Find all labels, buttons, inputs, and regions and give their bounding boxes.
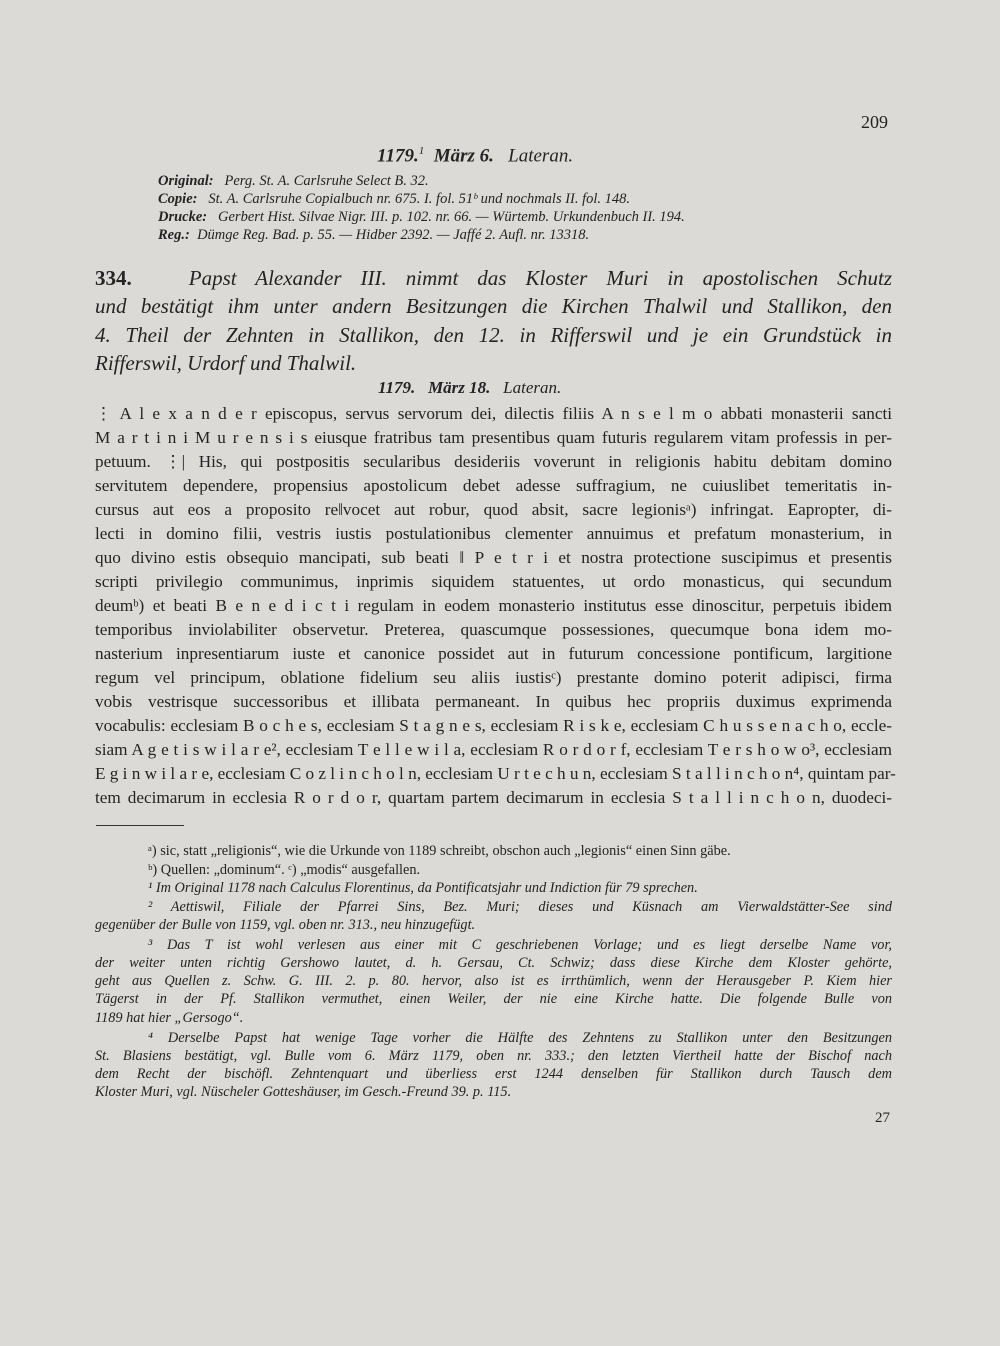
text-line: M a r t i n i M u r e n s i s eiusque fratribus tam presentibus quam futuris regularem vitam professis in per-: [95, 428, 892, 447]
footnote-divider: [96, 825, 184, 826]
text-line: nasterium inpresentiarum iuste et canonice possidet aut in futurum concessione pontificum, largitione: [95, 644, 892, 663]
meta-text: Dümge Reg. Bad. p. 55. — Hidber 2392. — Jaffé 2. Aufl. nr. 13318.: [197, 227, 590, 243]
text-line: servitutem dependere, propensius apostolicum debet adesse suffragium, ne cuiuslibet temeritatis in-: [95, 476, 892, 495]
meta-label: Reg.:: [158, 227, 190, 243]
footnote-line: St. Blasiens bestätigt, vgl. Bulle vom 6. März 1179, oben nr. 333.; den letzten Viertheil hatte der Bischof nach: [95, 1048, 892, 1064]
text-line: deumᵇ) et beati B e n e d i c t i regulam in eodem monasterio institutus esse dinoscitur, perpetuis ibidem: [95, 596, 892, 615]
doc334-heading-line: Rifferswil, Urdorf und Thalwil.: [95, 351, 357, 375]
footnote-line: ² Aettiswil, Filiale der Pfarrei Sins, Bez. Muri; dieses und Küsnach am Vierwaldstätter-See sind: [148, 899, 892, 915]
footnote-line: ᵇ) Quellen: „dominum“. ᶜ) „modis“ ausgefallen.: [148, 862, 421, 878]
meta-text: Gerbert Hist. Silvae Nigr. III. p. 102. nr. 66. — Würtemb. Urkundenbuch II. 194.: [218, 209, 685, 225]
meta-line: [158, 191, 630, 208]
meta-text: St. A. Carlsruhe Copialbuch nr. 675. I. fol. 51ᵇ und nochmals II. fol. 148.: [208, 191, 631, 207]
footnote-line: ᵃ) sic, statt „religionis“, wie die Urkunde von 1189 schreibt, obschon auch „legionis“ einen Sinn gäbe.: [148, 843, 731, 859]
footnote-line: ⁴ Derselbe Papst hat wenige Tage vorher die Hälfte des Zehntens zu Stallikon unter den Besitzungen: [148, 1030, 892, 1046]
doc333-footnote-ref: 1: [418, 145, 425, 157]
meta-label: Copie:: [158, 191, 198, 207]
doc333-month: März 6.: [433, 145, 494, 167]
text-line: scripti privilegio communimus, inprimis siquidem statuentes, ut ordo monasticus, qui secundum: [95, 572, 892, 591]
meta-line: [158, 227, 589, 244]
text-line: cursus aut eos a proposito re‖vocet aut robur, quod absit, sacre legionisᵃ) infringat. Eapropter, di-: [95, 500, 892, 519]
doc333-year: 1179.: [377, 145, 419, 167]
footnote-line: der weiter unten richtig Gershowo lautet, d. h. Gersau, Ct. Schwiz; dass diese Kirche dem Kloster gehörte,: [95, 955, 892, 971]
text-line: quo divino estis obsequio mancipati, sub beati ‖ P e t r i et nostra protectione suscipimus et presentis: [95, 548, 892, 567]
text-line: regum vel principum, oblatione fidelium seu aliis iustisᶜ) prestante domino poterit adipisci, firma: [95, 668, 892, 687]
doc334-heading-line: [95, 265, 892, 292]
text-line: lecti in domino filii, vestris iustis postulationibus clementer annuimus et prefatum monasterium, in: [95, 524, 892, 543]
meta-label: Original:: [158, 173, 214, 189]
footnote-line: dem Recht der bischöfl. Zehntenquart und überliess erst 1244 denselben für Stallikon durch Tausch dem: [95, 1066, 892, 1082]
doc333-place: Lateran.: [508, 145, 574, 167]
meta-text: Perg. St. A. Carlsruhe Select B. 32.: [224, 173, 429, 189]
doc334-heading-text: Papst Alexander III. nimmt das Kloster Muri in apostolischen Schutz: [188, 266, 892, 290]
text-line: ⋮ A l e x a n d e r episcopus, servus servorum dei, dilectis filiis A n s e l m o abbati monasterii sancti: [95, 404, 892, 423]
doc334-year: 1179.: [378, 378, 416, 397]
footnote-line: ¹ Im Original 1178 nach Calculus Florentinus, da Pontificatsjahr und Indiction für 79 sprechen.: [148, 880, 698, 896]
footnote-line: Kloster Muri, vgl. Nüscheler Gotteshäuser, im Gesch.-Freund 39. p. 115.: [95, 1084, 512, 1100]
meta-line: [158, 173, 429, 190]
footnote-line: gegenüber der Bulle von 1159, vgl. oben nr. 313., neu hinzugefügt.: [95, 917, 476, 933]
page-number: 209: [861, 112, 888, 132]
doc334-number: 334.: [95, 266, 132, 290]
footnote-line: Tägerst in der Pf. Stallikon vermuthet, einen Weiler, der nie eine Kirche hatte. Die folgende Bulle von: [95, 991, 892, 1007]
footnote-line: 1189 hat hier „Gersogo“.: [95, 1010, 244, 1026]
doc334-month: März 18.: [428, 378, 491, 397]
text-line: tem decimarum in ecclesia R o r d o r, quartam partem decimarum in ecclesia S t a l l i n c h o n, duodeci-: [95, 788, 892, 807]
doc334-heading-line: 4. Theil der Zehnten in Stallikon, den 12. in Rifferswil und je ein Grundstück in: [95, 323, 892, 347]
footnote-line: geht aus Quellen z. Schw. G. III. 2. p. 80. hervor, also ist es irrthümlich, wenn der Herausgeber P. Kiem hier: [95, 973, 892, 989]
footnote-line: ³ Das T ist wohl verlesen aus einer mit C geschriebenen Vorlage; und es liegt derselbe Name vor,: [148, 937, 892, 953]
doc334-dateline: [378, 378, 561, 398]
meta-label: Drucke:: [158, 209, 208, 225]
text-line: E g i n w i l a r e, ecclesiam C o z l i n c h o l n, ecclesiam U r t e c h u n, ecclesiam S t a l l i n c h o n⁴, quintam par-: [95, 764, 896, 783]
text-line: siam A g e t i s w i l a r e², ecclesiam T e l l e w i l a, ecclesiam R o r d o r f, ecclesiam T e r s h o w o³, ecclesiam: [95, 740, 892, 759]
signature-mark: 27: [875, 1110, 890, 1126]
doc333-dateline: [377, 145, 573, 167]
doc334-place: Lateran.: [503, 378, 562, 397]
text-line: temporibus inviolabiliter observetur. Preterea, quascumque possessiones, quecumque bona idem mo-: [95, 620, 892, 639]
meta-line: [158, 209, 685, 226]
text-line: petuum. ⋮| His, qui postpositis secularibus desideriis voverunt in religionis habitu debitam domino: [95, 452, 892, 471]
text-line: vobis vestrisque successoribus et illibata permaneant. In quibus hec propriis duximus exprimenda: [95, 692, 892, 711]
text-line: vocabulis: ecclesiam B o c h e s, ecclesiam S t a g n e s, ecclesiam R i s k e, ecclesiam C h u s s e n a c h o, eccle-: [95, 716, 892, 735]
doc334-heading-line: und bestätigt ihm unter andern Besitzungen die Kirchen Thalwil und Stallikon, den: [95, 294, 892, 318]
